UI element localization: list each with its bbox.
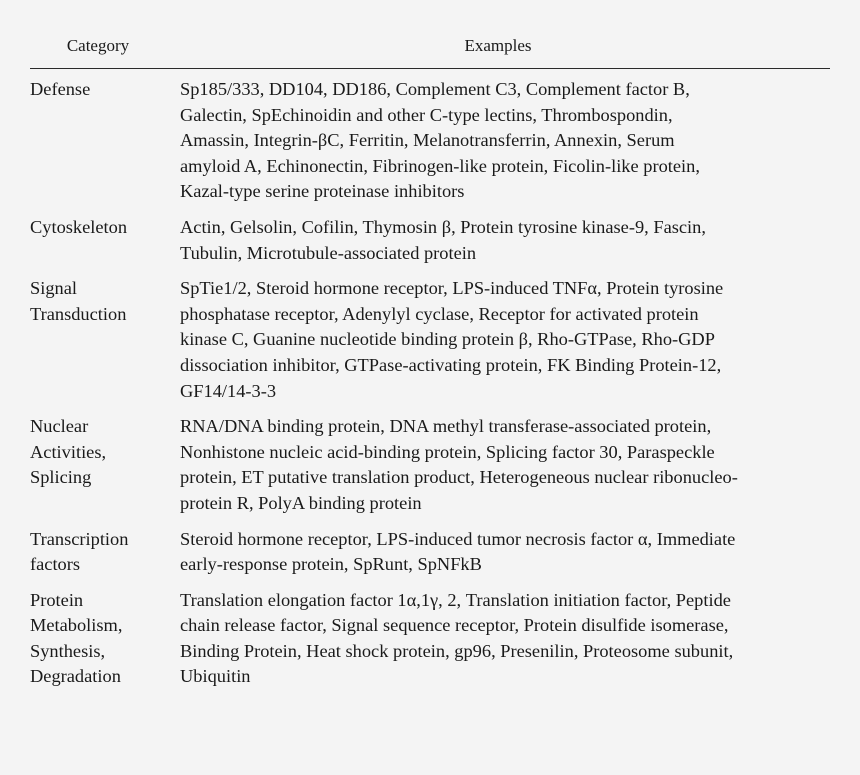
header-examples: Examples — [464, 36, 532, 55]
row-examples — [180, 215, 830, 266]
row-category — [30, 77, 180, 205]
examples-line: Kazal-type serine proteinase inhibitors — [180, 181, 465, 202]
examples-line: dissociation inhibitor, GTPase-activating protein, FK Binding Protein-12, — [180, 354, 722, 375]
examples-line: Tubulin, Microtubule-associated protein — [180, 242, 477, 263]
category-line: Transcription — [30, 528, 129, 549]
row-examples — [180, 588, 830, 690]
examples-line: Amassin, Integrin-βC, Ferritin, Melanotransferrin, Annexin, Serum — [180, 130, 675, 151]
examples-line: chain release factor, Signal sequence receptor, Protein disulfide isomerase, — [180, 615, 729, 636]
examples-line: Ubiquitin — [180, 666, 251, 687]
row-category — [30, 527, 180, 578]
row-category — [30, 276, 180, 404]
examples-line: amyloid A, Echinonectin, Fibrinogen-like protein, Ficolin-like protein, — [180, 155, 700, 176]
category-line: factors — [30, 554, 81, 575]
examples-line: Steroid hormone receptor, LPS-induced tumor necrosis factor α, Immediate — [180, 528, 736, 549]
row-examples — [180, 276, 830, 404]
category-line: Signal — [30, 278, 78, 299]
examples-line: GF14/14-3-3 — [180, 380, 277, 401]
examples-line: protein R, PolyA binding protein — [180, 492, 422, 513]
table-row — [30, 414, 830, 516]
category-line: Protein — [30, 589, 84, 610]
examples-line: early-response protein, SpRunt, SpNFkB — [180, 554, 482, 575]
examples-line: RNA/DNA binding protein, DNA methyl transferase-associated protein, — [180, 416, 712, 437]
category-line: Transduction — [30, 303, 127, 324]
examples-line: kinase C, Guanine nucleotide binding protein β, Rho-GTPase, Rho-GDP — [180, 329, 715, 350]
category-line: Cytoskeleton — [30, 216, 128, 237]
category-line: Activities, — [30, 441, 107, 462]
examples-line: Binding Protein, Heat shock protein, gp96, Presenilin, Proteosome subunit, — [180, 640, 734, 661]
examples-line: phosphatase receptor, Adenylyl cyclase, Receptor for activated protein — [180, 303, 699, 324]
row-examples — [180, 527, 830, 578]
category-line: Metabolism, — [30, 615, 123, 636]
table-row — [30, 77, 830, 205]
examples-line: SpTie1/2, Steroid hormone receptor, LPS-induced TNFα, Protein tyrosine — [180, 278, 724, 299]
examples-line: Translation elongation factor 1α,1γ, 2, Translation initiation factor, Peptide — [180, 589, 731, 610]
table-row — [30, 215, 830, 266]
examples-line: protein, ET putative translation product, Heterogeneous nuclear ribonucleo- — [180, 467, 738, 488]
protein-category-table — [30, 32, 830, 690]
table-row — [30, 588, 830, 690]
examples-line: Nonhistone nucleic acid-binding protein, Splicing factor 30, Paraspeckle — [180, 441, 715, 462]
category-line: Nuclear — [30, 416, 89, 437]
examples-line: Actin, Gelsolin, Cofilin, Thymosin β, Protein tyrosine kinase-9, Fascin, — [180, 216, 706, 237]
row-category — [30, 215, 180, 266]
table-row — [30, 527, 830, 578]
category-line: Synthesis, — [30, 640, 106, 661]
row-category — [30, 588, 180, 690]
header-category: Category — [66, 36, 130, 55]
table-row — [30, 276, 830, 404]
examples-line: Sp185/333, DD104, DD186, Complement C3, Complement factor B, — [180, 79, 690, 99]
category-line: Degradation — [30, 666, 121, 687]
category-line: Defense — [30, 79, 91, 99]
row-examples — [180, 77, 830, 205]
table-header — [30, 32, 830, 69]
row-category — [30, 414, 180, 516]
category-line: Splicing — [30, 467, 92, 488]
row-examples — [180, 414, 830, 516]
examples-line: Galectin, SpEchinoidin and other C-type lectins, Thrombospondin, — [180, 104, 673, 125]
